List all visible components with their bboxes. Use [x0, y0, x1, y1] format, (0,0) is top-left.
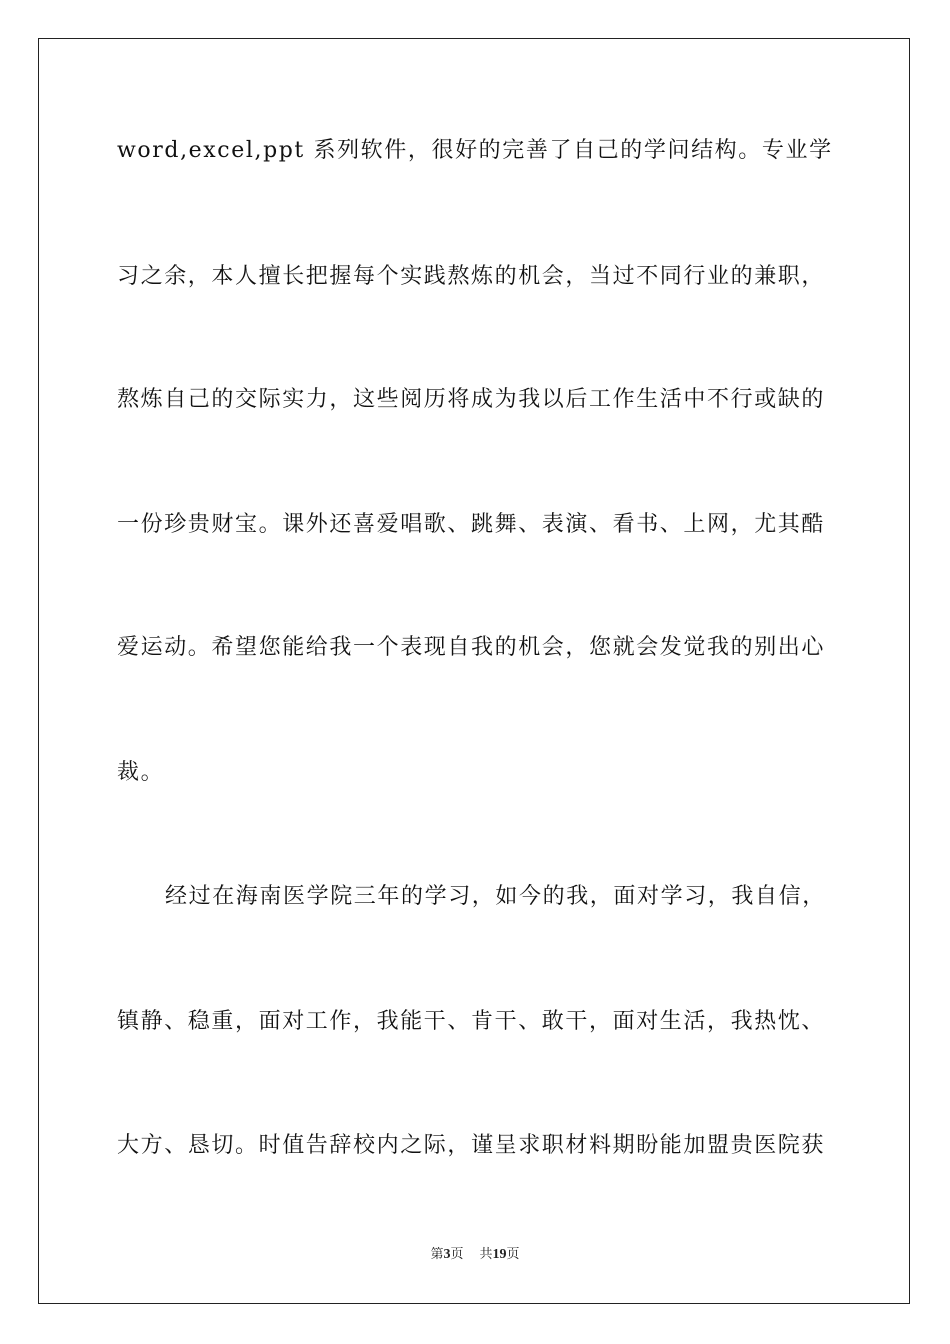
total-label-prefix: 共 [479, 1247, 493, 1262]
page-footer [0, 1246, 950, 1264]
total-page-count: 19 [492, 1247, 507, 1262]
text-line: 习之余，本人擅长把握每个实践熬炼的机会，当过不同行业的兼职， [117, 264, 826, 289]
text-line: 熬炼自己的交际实力，这些阅历将成为我以后工作生活中不行或缺的 [117, 387, 826, 412]
page-border [38, 38, 910, 1304]
text-line: 大方、恳切。时值告辞校内之际，谨呈求职材料期盼能加盟贵医院获 [117, 1133, 826, 1158]
page-label-suffix: 页 [450, 1247, 464, 1262]
page-label-prefix: 第 [430, 1247, 444, 1262]
text-line: 爱运动。希望您能给我一个表现自我的机会，您就会发觉我的别出心 [117, 635, 826, 660]
text-line: word,excel,ppt 系列软件，很好的完善了自己的学问结构。专业学 [117, 138, 833, 163]
current-page-number: 3 [443, 1247, 451, 1262]
text-line: 镇静、稳重，面对工作，我能干、肯干、敢干，面对生活，我热忱、 [117, 1009, 826, 1034]
text-line: 裁。 [117, 760, 165, 785]
paragraph-first-line: 经过在海南医学院三年的学习，如今的我，面对学习，我自信， [165, 884, 826, 909]
total-label-suffix: 页 [506, 1247, 520, 1262]
text-line: 一份珍贵财宝。课外还喜爱唱歌、跳舞、表演、看书、上网，尤其酷 [117, 512, 826, 537]
